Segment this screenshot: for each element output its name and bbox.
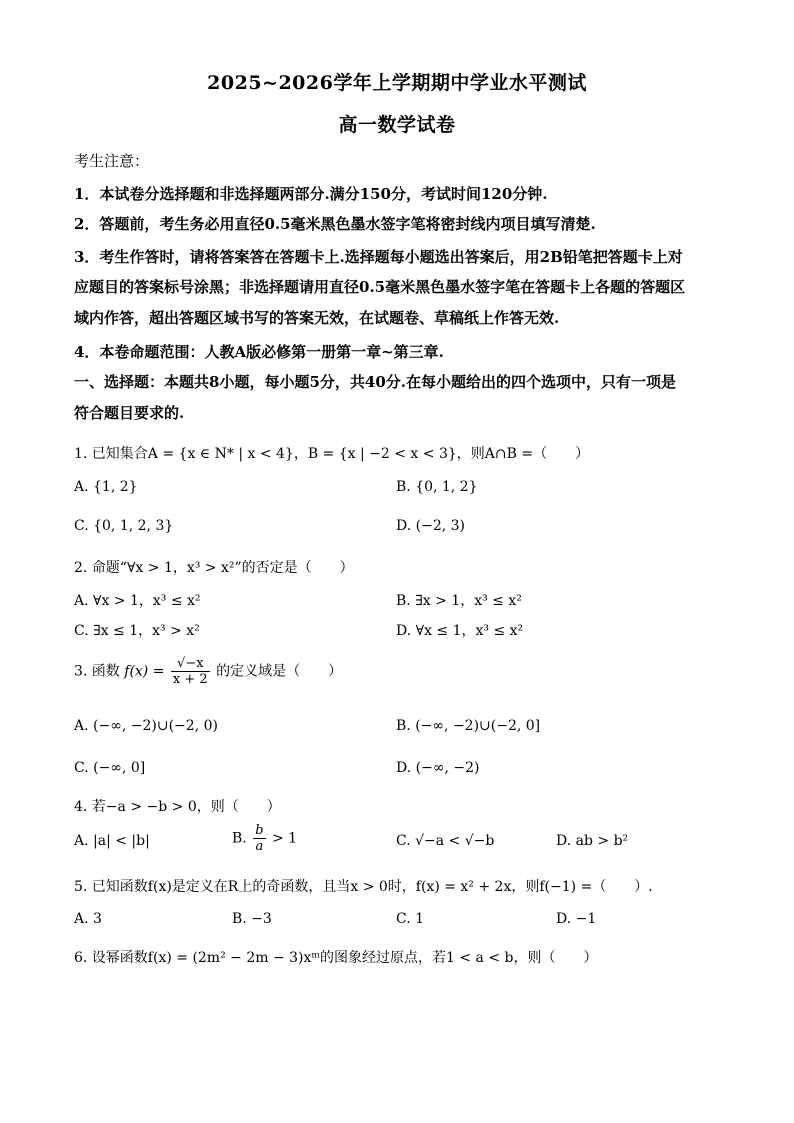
question-4-option-b-denominator: a [255, 839, 264, 854]
question-4-option-b-label: B. [232, 830, 247, 847]
question-1-option-c: C. {0, 1, 2, 3} [74, 518, 174, 534]
question-4-option-d: D. ab > b² [556, 833, 629, 849]
question-2-option-d: D. ∀x ≤ 1，x³ ≤ x² [396, 623, 524, 639]
exam-title: 2025~2026学年上学期期中学业水平测试 [207, 72, 587, 94]
question-3-option-d: D. (−∞, −2) [396, 760, 480, 776]
question-3-suffix: 的定义域是（ ） [216, 663, 343, 680]
question-4-option-b [232, 823, 297, 854]
section-heading-cont: 符合题目要求的. [74, 404, 185, 422]
question-5-option-c: C. 1 [396, 911, 425, 927]
question-3-denominator: x + 2 [172, 672, 208, 687]
question-1-option-d: D. (−2, 3) [396, 518, 465, 534]
exam-subtitle: 高一数学试卷 [338, 114, 456, 136]
question-4-stem: 4. 若−a > −b > 0，则（ ） [74, 799, 281, 815]
question-3-option-c: C. (−∞, 0] [74, 760, 146, 776]
question-5-option-a: A. 3 [74, 911, 102, 927]
section-heading: 一、选择题：本题共8小题，每小题5分，共40分.在每小题给出的四个选项中，只有一项是 [74, 373, 676, 391]
question-1-option-b: B. {0, 1, 2} [396, 479, 478, 495]
notice-item: 3．考生作答时，请将答案答在答题卡上.选择题每小题选出答案后，用2B铅笔把答题卡上对 [74, 248, 683, 266]
question-5-option-b: B. −3 [232, 911, 272, 927]
question-2-option-b: B. ∃x > 1，x³ ≤ x² [396, 593, 522, 609]
notice-item: 应题目的答案标号涂黑；非选择题请用直径0.5毫米黑色墨水签字笔在答题卡上各题的答题区 [74, 278, 686, 296]
question-3-option-a: A. (−∞, −2)∪(−2, 0) [74, 718, 218, 734]
notice-heading: 考生注意： [74, 152, 150, 170]
question-5-stem: 5. 已知函数f(x)是定义在R上的奇函数，且当x > 0时，f(x) = x² + 2x，则f(−1) =（ ）. [74, 879, 653, 895]
question-2-stem: 2. 命题“∀x > 1，x³ > x²”的否定是（ ） [74, 560, 354, 576]
question-4-option-b-fraction [253, 823, 265, 854]
question-3-option-b: B. (−∞, −2)∪(−2, 0] [396, 718, 541, 734]
question-4-option-b-tail: > 1 [271, 830, 298, 847]
question-4-option-a: A. |a| < |b| [74, 833, 150, 849]
question-3-fraction [171, 656, 210, 687]
question-3-stem [74, 656, 734, 687]
notice-item: 4．本卷命题范围：人教A版必修第一册第一章~第三章. [74, 343, 444, 361]
question-4-option-b-numerator: b [255, 823, 264, 838]
question-2-option-a: A. ∀x > 1，x³ ≤ x² [74, 593, 201, 609]
question-1-option-a: A. {1, 2} [74, 479, 138, 495]
question-3-numerator: √−x [171, 656, 210, 672]
question-3-lhs: f(x) = [124, 663, 165, 680]
question-4-option-c: C. √−a < √−b [396, 833, 495, 849]
notice-item: 域内作答，超出答题区域书写的答案无效，在试题卷、草稿纸上作答无效. [74, 309, 560, 327]
question-6-stem: 6. 设幂函数f(x) = (2m² − 2m − 3)xᵐ的图象经过原点，若1 < a < b，则（ ） [74, 950, 598, 966]
notice-item: 1．本试卷分选择题和非选择题两部分.满分150分，考试时间120分钟. [74, 185, 548, 203]
question-2-option-c: C. ∃x ≤ 1，x³ > x² [74, 623, 200, 639]
question-1-stem: 1. 已知集合A = {x ∈ N* | x < 4}，B = {x | −2 < x < 3}，则A∩B =（ ） [74, 446, 590, 462]
question-3-prefix: 3. 函数 [74, 663, 120, 680]
notice-item: 2．答题前，考生务必用直径0.5毫米黑色墨水签字笔将密封线内项目填写清楚. [74, 215, 596, 233]
question-5-option-d: D. −1 [556, 911, 597, 927]
